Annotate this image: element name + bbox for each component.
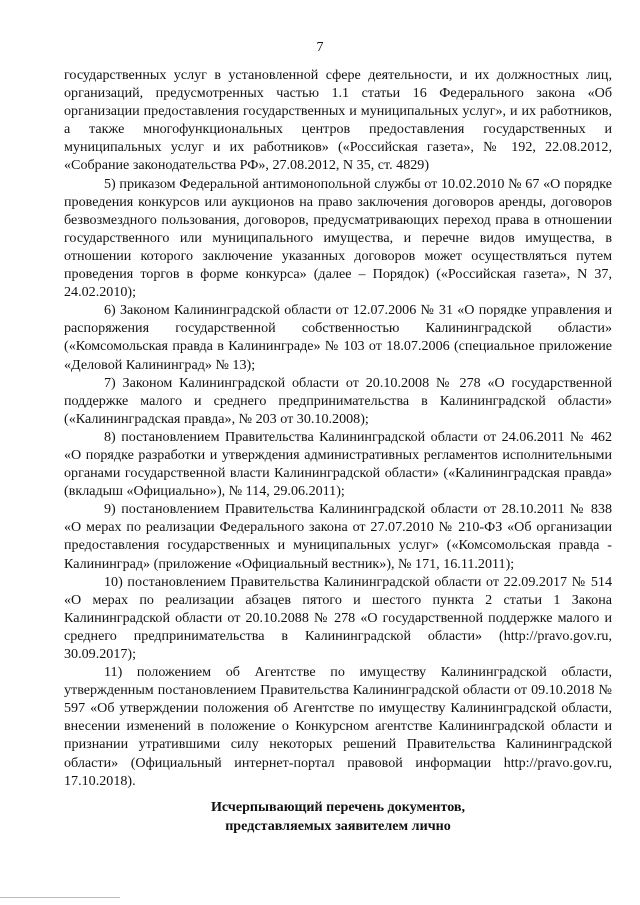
footer-divider (0, 897, 120, 898)
paragraph-item-8: 8) постановлением Правительства Калининградской области от 24.06.2011 № 462 «О порядке разработки и утверждения административных регламентов исполнительными органами государственной власти Калининградской области» («Калининградская правда» (вкладыш «Официально»), № 114, 29.06.2011); (64, 428, 612, 500)
section-heading (64, 798, 612, 835)
paragraph-item-11: 11) положением об Агентстве по имуществу Калининградской области, утвержденным постановлением Правительства Калининградской области от 09.10.2018 № 597 «Об утверждении положения об Агентстве по имуществу Калининградской области, внесении изменений в положение о Конкурсном агентстве Калининградской области и признании утратившими силу некоторых решений Правительства Калининградской области» (Официальный интернет-портал правовой информации http://pravo.gov.ru, 17.10.2018). (64, 664, 612, 789)
paragraph-item-6: 6) Законом Калининградской области от 12.07.2006 № 31 «О порядке управления и распоряжения государственной собственностью Калининградской области» («Комсомольская правда в Калининграде» № 103 от 18.07.2006 (специальное приложение «Деловой Калининград» № 13); (64, 302, 612, 373)
section-heading-line-2: представляемых заявителем лично (225, 817, 451, 834)
section-heading-line-1: Исчерпывающий перечень документов, (210, 799, 466, 815)
paragraph-item-7: 7) Законом Калининградской области от 20.10.2008 № 278 «О государственной поддержке малого и среднего предпринимательства в Калининградской области» («Калининградская правда», № 203 от 30.10.2008); (64, 374, 612, 427)
page-number: 7 (316, 40, 324, 55)
document-body (64, 66, 612, 790)
paragraph-item-9: 9) постановлением Правительства Калининградской области от 28.10.2011 № 838 «О мерах по реализации Федерального закона от 27.07.2010 № 210-ФЗ «Об организации предоставления государственных и муниципальных услуг» («Комсомольская правда - Калининград» (приложение «Официальный вестник»), № 171, 16.11.2011); (64, 501, 612, 572)
paragraph-item-5: 5) приказом Федеральной антимонопольной службы от 10.02.2010 № 67 «О порядке проведения конкурсов или аукционов на право заключения договоров аренды, договоров безвозмездного пользования, договоров, предусматривающих переход права в отношении государственного или муниципального имущества, и перечне видов имущества, в отношении которого заключение указанных договоров может осуществляться путем проведения торгов в форме конкурса» (далее – Порядок) («Российская газета», N 37, 24.02.2010); (64, 175, 612, 301)
paragraph-continuation: государственных услуг в установленной сфере деятельности, и их должностных лиц, организаций, предусмотренных частью 1.1 статьи 16 Федерального закона «Об организации предоставления государственных и муниципальных услуг», и их работников, а также многофункциональных центров предоставления государственных и муниципальных услуг и их работников» («Российская газета», № 192, 22.08.2012, «Собрание законодательства РФ», 27.08.2012, N 35, ст. 4829) (64, 67, 612, 174)
paragraph-item-10: 10) постановлением Правительства Калининградской области от 22.09.2017 № 514 «О мерах по реализации абзацев пятого и шестого пункта 2 статьи 1 Закона Калининградской области от 20.10.2088 № 278 «О государственной поддержке малого и среднего предпринимательства в Калининградской области» (http://pravo.gov.ru, 30.09.2017); (64, 573, 612, 662)
